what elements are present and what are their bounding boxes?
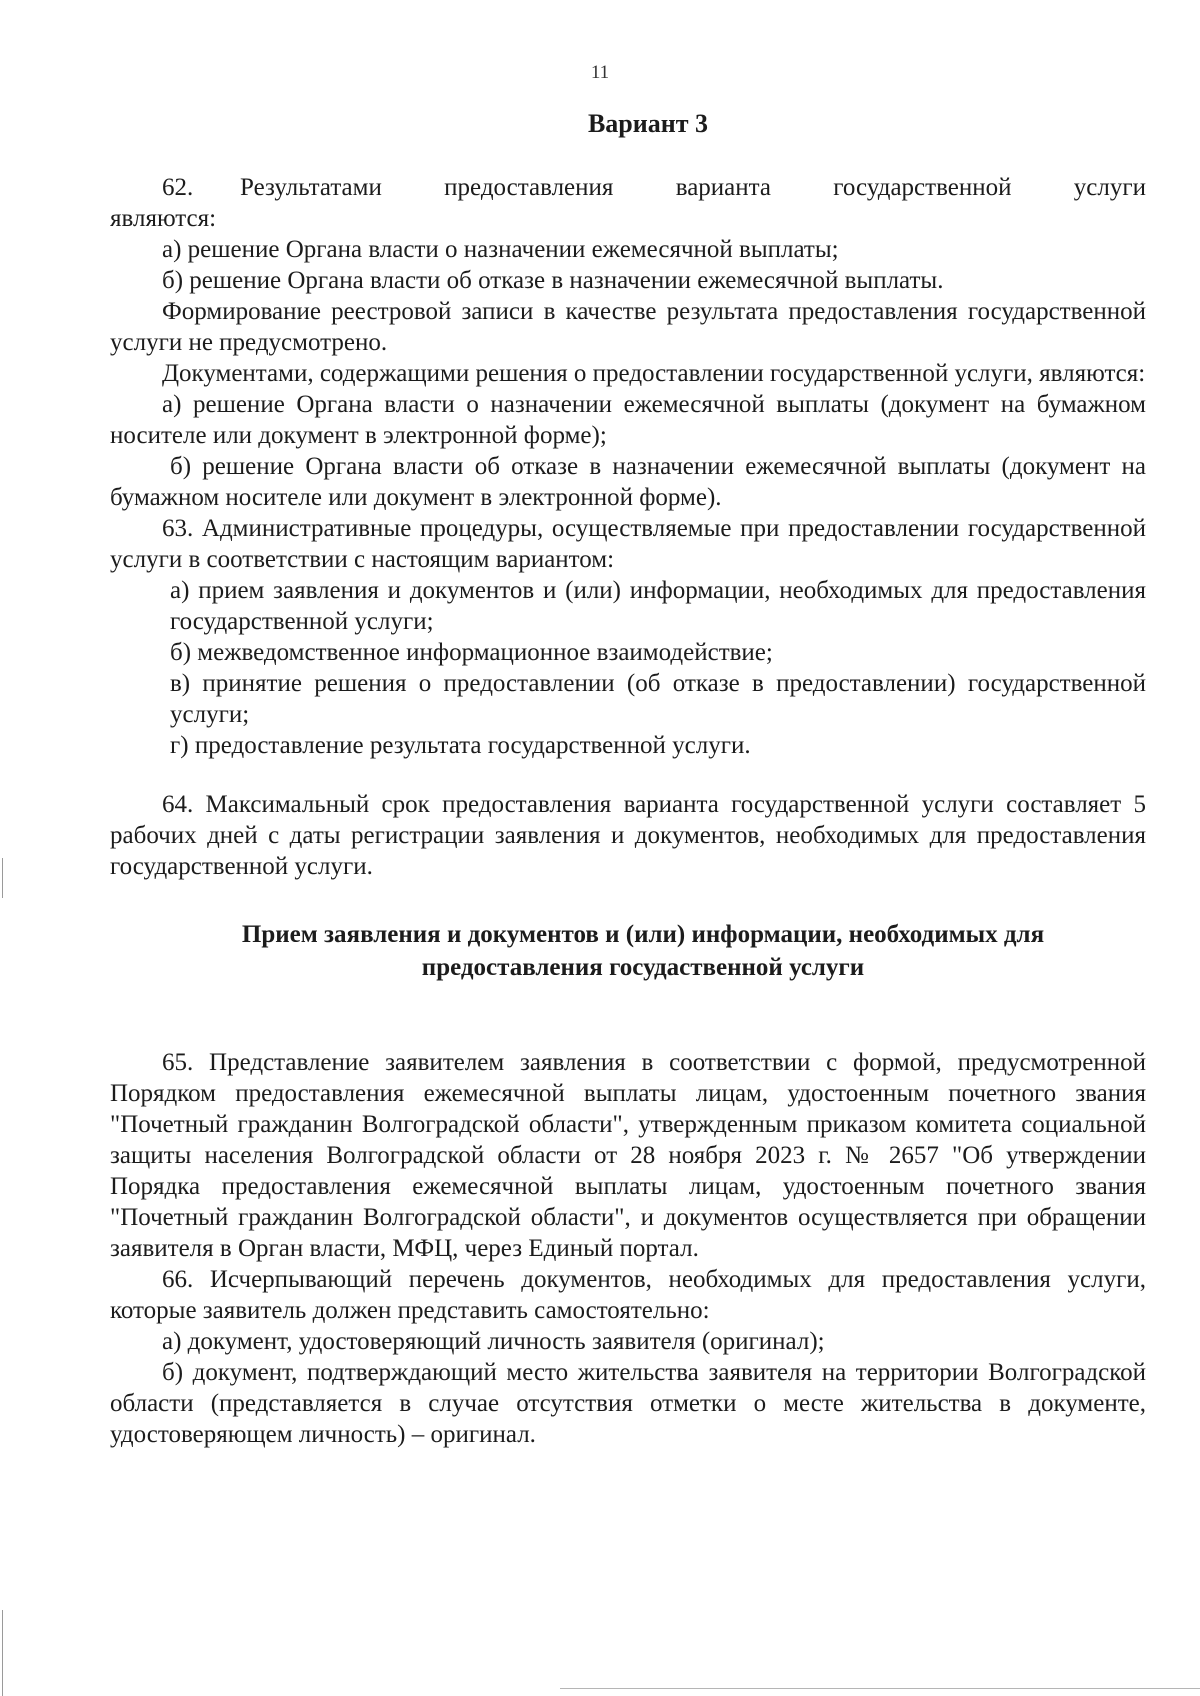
paragraph-66-item-a: а) документ, удостоверяющий личность заявителя (оригинал); <box>162 1328 825 1355</box>
scan-edge-mark <box>2 858 3 898</box>
paragraph-62-tail: являются: <box>110 205 217 232</box>
paragraph-66: 66. Исчерпывающий перечень документов, необходимых для предоставления услуги, которые заявитель должен представить самостоятельно: <box>110 1266 1146 1324</box>
section-heading-line-2: предоставления госудаственной услуги <box>421 954 865 981</box>
paragraph-63: 63. Административные процедуры, осуществляемые при предоставлении государственной услуги в соответствии с настоящим вариантом: <box>110 515 1146 573</box>
paragraph-62-head: 62. Результатами предоставления варианта государственной услуги <box>162 174 1146 201</box>
section-heading <box>110 918 1146 984</box>
paragraph-62-registry: Формирование реестровой записи в качестве результата предоставления государственной услуги не предусмотрено. <box>110 298 1146 356</box>
paragraph-63-item-c: в) принятие решения о предоставлении (об отказе в предоставлении) государственной услуги; <box>170 670 1146 728</box>
section-heading-line-1: Прием заявления и документов и (или) информации, необходимых для <box>241 921 1045 948</box>
paragraph-63-item-d: г) предоставление результата государственной услуги. <box>170 732 751 759</box>
paragraph-62-item-a: а) решение Органа власти о назначении ежемесячной выплаты; <box>162 236 839 263</box>
scan-edge-mark <box>2 1610 3 1696</box>
document-body <box>110 108 1146 1450</box>
section-title: Вариант 3 <box>587 109 709 138</box>
paragraph-62-documents-a: а) решение Органа власти о назначении ежемесячной выплаты (документ на бумажном носителе или документ в электронной форме); <box>110 391 1146 449</box>
page-number: 11 <box>590 62 610 83</box>
paragraph-63-item-a: а) прием заявления и документов и (или) информации, необходимых для предоставления государственной услуги; <box>170 577 1146 635</box>
scan-bottom-edge <box>560 1688 1200 1689</box>
paragraph-62-documents-b: б) решение Органа власти об отказе в назначении ежемесячной выплаты (документ на бумажном носителе или документ в электронной форме). <box>110 453 1146 511</box>
paragraph-62-item-b: б) решение Органа власти об отказе в назначении ежемесячной выплаты. <box>162 267 944 294</box>
paragraph-65: 65. Представление заявителем заявления в соответствии с формой, предусмотренной Порядком предоставления ежемесячной выплаты лицам, удостоенным почетного звания "Почетный гражданин Волгоградской области", утвержденным приказом комитета социальной защиты населения Волгоградской области от 28 ноября 2023 г. № 2657 "Об утверждении Порядка предоставления ежемесячной выплаты лицам, удостоенным почетного звания "Почетный гражданин Волгоградской области", и документов осуществляется при обращении заявителя в Орган власти, МФЦ, через Единый портал. <box>110 1049 1146 1262</box>
paragraph-66-item-b: б) документ, подтверждающий место жительства заявителя на территории Волгоградской области (представляется в случае отсутствия отметки о месте жительства в документе, удостоверяющем личность) – оригинал. <box>110 1359 1146 1448</box>
paragraph-63-item-b: б) межведомственное информационное взаимодействие; <box>170 639 773 666</box>
paragraph-64: 64. Максимальный срок предоставления варианта государственной услуги составляет 5 рабочих дней с даты регистрации заявления и документов, необходимых для предоставления государственной услуги. <box>110 791 1146 880</box>
paragraph-62-documents: Документами, содержащими решения о предоставлении государственной услуги, являются: <box>162 360 1146 387</box>
